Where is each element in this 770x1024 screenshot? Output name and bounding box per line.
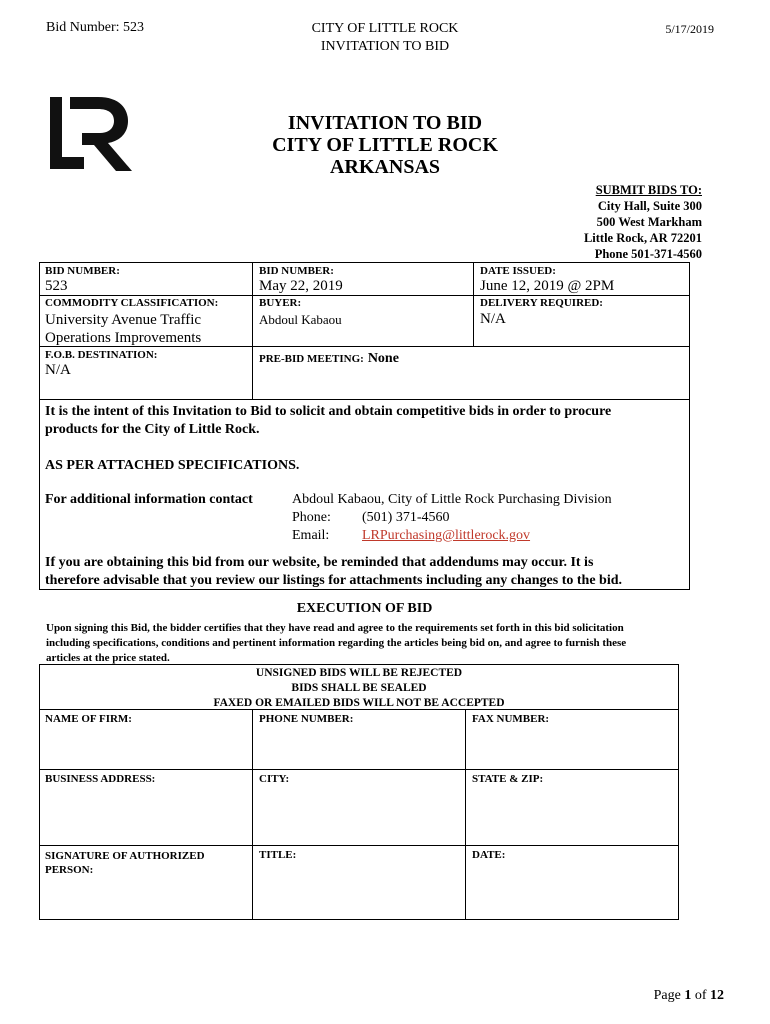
intent-line-1: It is the intent of this Invitation to Bid to solicit and obtain competitive bids in order to procure bbox=[45, 404, 612, 419]
submit-line-4: Phone 501-371-4560 bbox=[594, 247, 702, 261]
phone-value: (501) 371-4560 bbox=[362, 510, 450, 525]
warning-unsigned: UNSIGNED BIDS WILL BE REJECTED bbox=[255, 667, 463, 679]
business-address-field[interactable]: BUSINESS ADDRESS: bbox=[45, 773, 156, 785]
page-number bbox=[654, 988, 724, 1004]
prebid-meeting bbox=[259, 349, 399, 367]
date-field[interactable]: DATE: bbox=[472, 849, 506, 861]
page-current: 1 bbox=[684, 988, 692, 1003]
email-link[interactable]: LRPurchasing@littlerock.gov bbox=[362, 528, 531, 543]
submit-address bbox=[584, 182, 702, 262]
bid-warnings bbox=[39, 666, 679, 711]
little-rock-logo bbox=[48, 95, 134, 175]
phone-label: Phone: bbox=[292, 510, 331, 525]
warning-faxed: FAXED OR EMAILED BIDS WILL NOT BE ACCEPTED bbox=[213, 697, 505, 709]
execution-line-3: articles at the price stated. bbox=[46, 652, 170, 664]
state-zip-field[interactable]: STATE & ZIP: bbox=[472, 773, 544, 785]
bid-date-label: BID NUMBER: bbox=[259, 265, 334, 277]
contact-name: Abdoul Kabaou, City of Little Rock Purchasing Division bbox=[292, 492, 612, 507]
phone-number-field[interactable]: PHONE NUMBER: bbox=[259, 713, 354, 725]
submit-line-3: Little Rock, AR 72201 bbox=[583, 231, 702, 245]
page-prefix: Page bbox=[653, 988, 685, 1003]
city-field[interactable]: CITY: bbox=[259, 773, 290, 785]
header-bid-number: Bid Number: 523 bbox=[46, 20, 144, 35]
warning-sealed: BIDS SHALL BE SEALED bbox=[291, 682, 427, 694]
delivery-value: N/A bbox=[480, 311, 506, 327]
signature-label-2: PERSON: bbox=[45, 864, 94, 876]
website-line-2: therefore advisable that you review our listings for attachments including any changes to the bid. bbox=[45, 573, 623, 588]
submit-heading: SUBMIT BIDS TO: bbox=[595, 183, 702, 197]
bid-number-label: BID NUMBER: bbox=[45, 265, 120, 277]
fax-number-field[interactable]: FAX NUMBER: bbox=[472, 713, 550, 725]
divider bbox=[39, 709, 679, 710]
divider bbox=[252, 262, 253, 400]
divider bbox=[252, 709, 253, 920]
bid-date-value: May 22, 2019 bbox=[259, 278, 343, 294]
title-line-2: CITY OF LITTLE ROCK bbox=[272, 134, 498, 156]
divider bbox=[473, 262, 474, 347]
contact-details bbox=[292, 491, 612, 545]
title-line-3: ARKANSAS bbox=[329, 156, 441, 178]
divider bbox=[465, 709, 466, 920]
page-title bbox=[230, 112, 540, 178]
intent-line-2: products for the City of Little Rock. bbox=[45, 422, 260, 437]
submit-line-2: 500 West Markham bbox=[596, 215, 702, 229]
divider bbox=[39, 295, 690, 296]
signature-label-1: SIGNATURE OF AUTHORIZED bbox=[45, 850, 205, 862]
intent-text bbox=[45, 403, 685, 439]
firm-name-field[interactable]: NAME OF FIRM: bbox=[45, 713, 132, 725]
prebid-value: None bbox=[367, 351, 399, 366]
contact-label: For additional information contact bbox=[45, 492, 253, 507]
bid-number-value: 523 bbox=[45, 278, 68, 294]
commodity-value bbox=[45, 311, 201, 347]
buyer-value: Abdoul Kabaou bbox=[259, 312, 342, 327]
fob-value: N/A bbox=[45, 362, 71, 378]
commodity-value-line-2: Operations Improvements bbox=[45, 330, 202, 346]
page-of: of bbox=[691, 988, 710, 1003]
execution-text bbox=[46, 621, 736, 666]
website-line-1: If you are obtaining this bid from our website, be reminded that addendums may occur. It is bbox=[45, 555, 594, 570]
divider bbox=[39, 845, 679, 846]
website-notice bbox=[45, 554, 685, 590]
contact-phone bbox=[292, 509, 612, 527]
header-doc: INVITATION TO BID bbox=[320, 39, 450, 54]
date-issued-label: DATE ISSUED: bbox=[480, 265, 556, 277]
delivery-label: DELIVERY REQUIRED: bbox=[480, 297, 603, 309]
title-line-1: INVITATION TO BID bbox=[287, 112, 483, 134]
execution-line-1: Upon signing this Bid, the bidder certifies that they have read and agree to the requirements set forth in this bid solicitation bbox=[46, 622, 624, 634]
divider bbox=[39, 769, 679, 770]
buyer-label: BUYER: bbox=[259, 297, 302, 309]
commodity-label: COMMODITY CLASSIFICATION: bbox=[45, 297, 219, 309]
page-total: 12 bbox=[710, 988, 724, 1003]
fob-label: F.O.B. DESTINATION: bbox=[45, 349, 158, 361]
execution-heading: EXECUTION OF BID bbox=[296, 601, 433, 616]
header-center bbox=[250, 20, 520, 56]
header-date: 5/17/2019 bbox=[665, 22, 714, 36]
header-city: CITY OF LITTLE ROCK bbox=[311, 21, 459, 36]
email-label: Email: bbox=[292, 528, 330, 543]
execution-line-2: including specifications, conditions and pertinent information regarding the articles being bid on, and agree to furnish these bbox=[46, 637, 627, 649]
commodity-value-line-1: University Avenue Traffic bbox=[45, 312, 202, 328]
title-field[interactable]: TITLE: bbox=[259, 849, 297, 861]
prebid-label: PRE-BID MEETING: bbox=[259, 353, 364, 365]
submit-line-1: City Hall, Suite 300 bbox=[597, 199, 702, 213]
date-issued-value: June 12, 2019 @ 2PM bbox=[480, 278, 615, 294]
specs-text: AS PER ATTACHED SPECIFICATIONS. bbox=[45, 458, 300, 473]
contact-email bbox=[292, 527, 612, 545]
signature-field[interactable] bbox=[45, 849, 205, 877]
